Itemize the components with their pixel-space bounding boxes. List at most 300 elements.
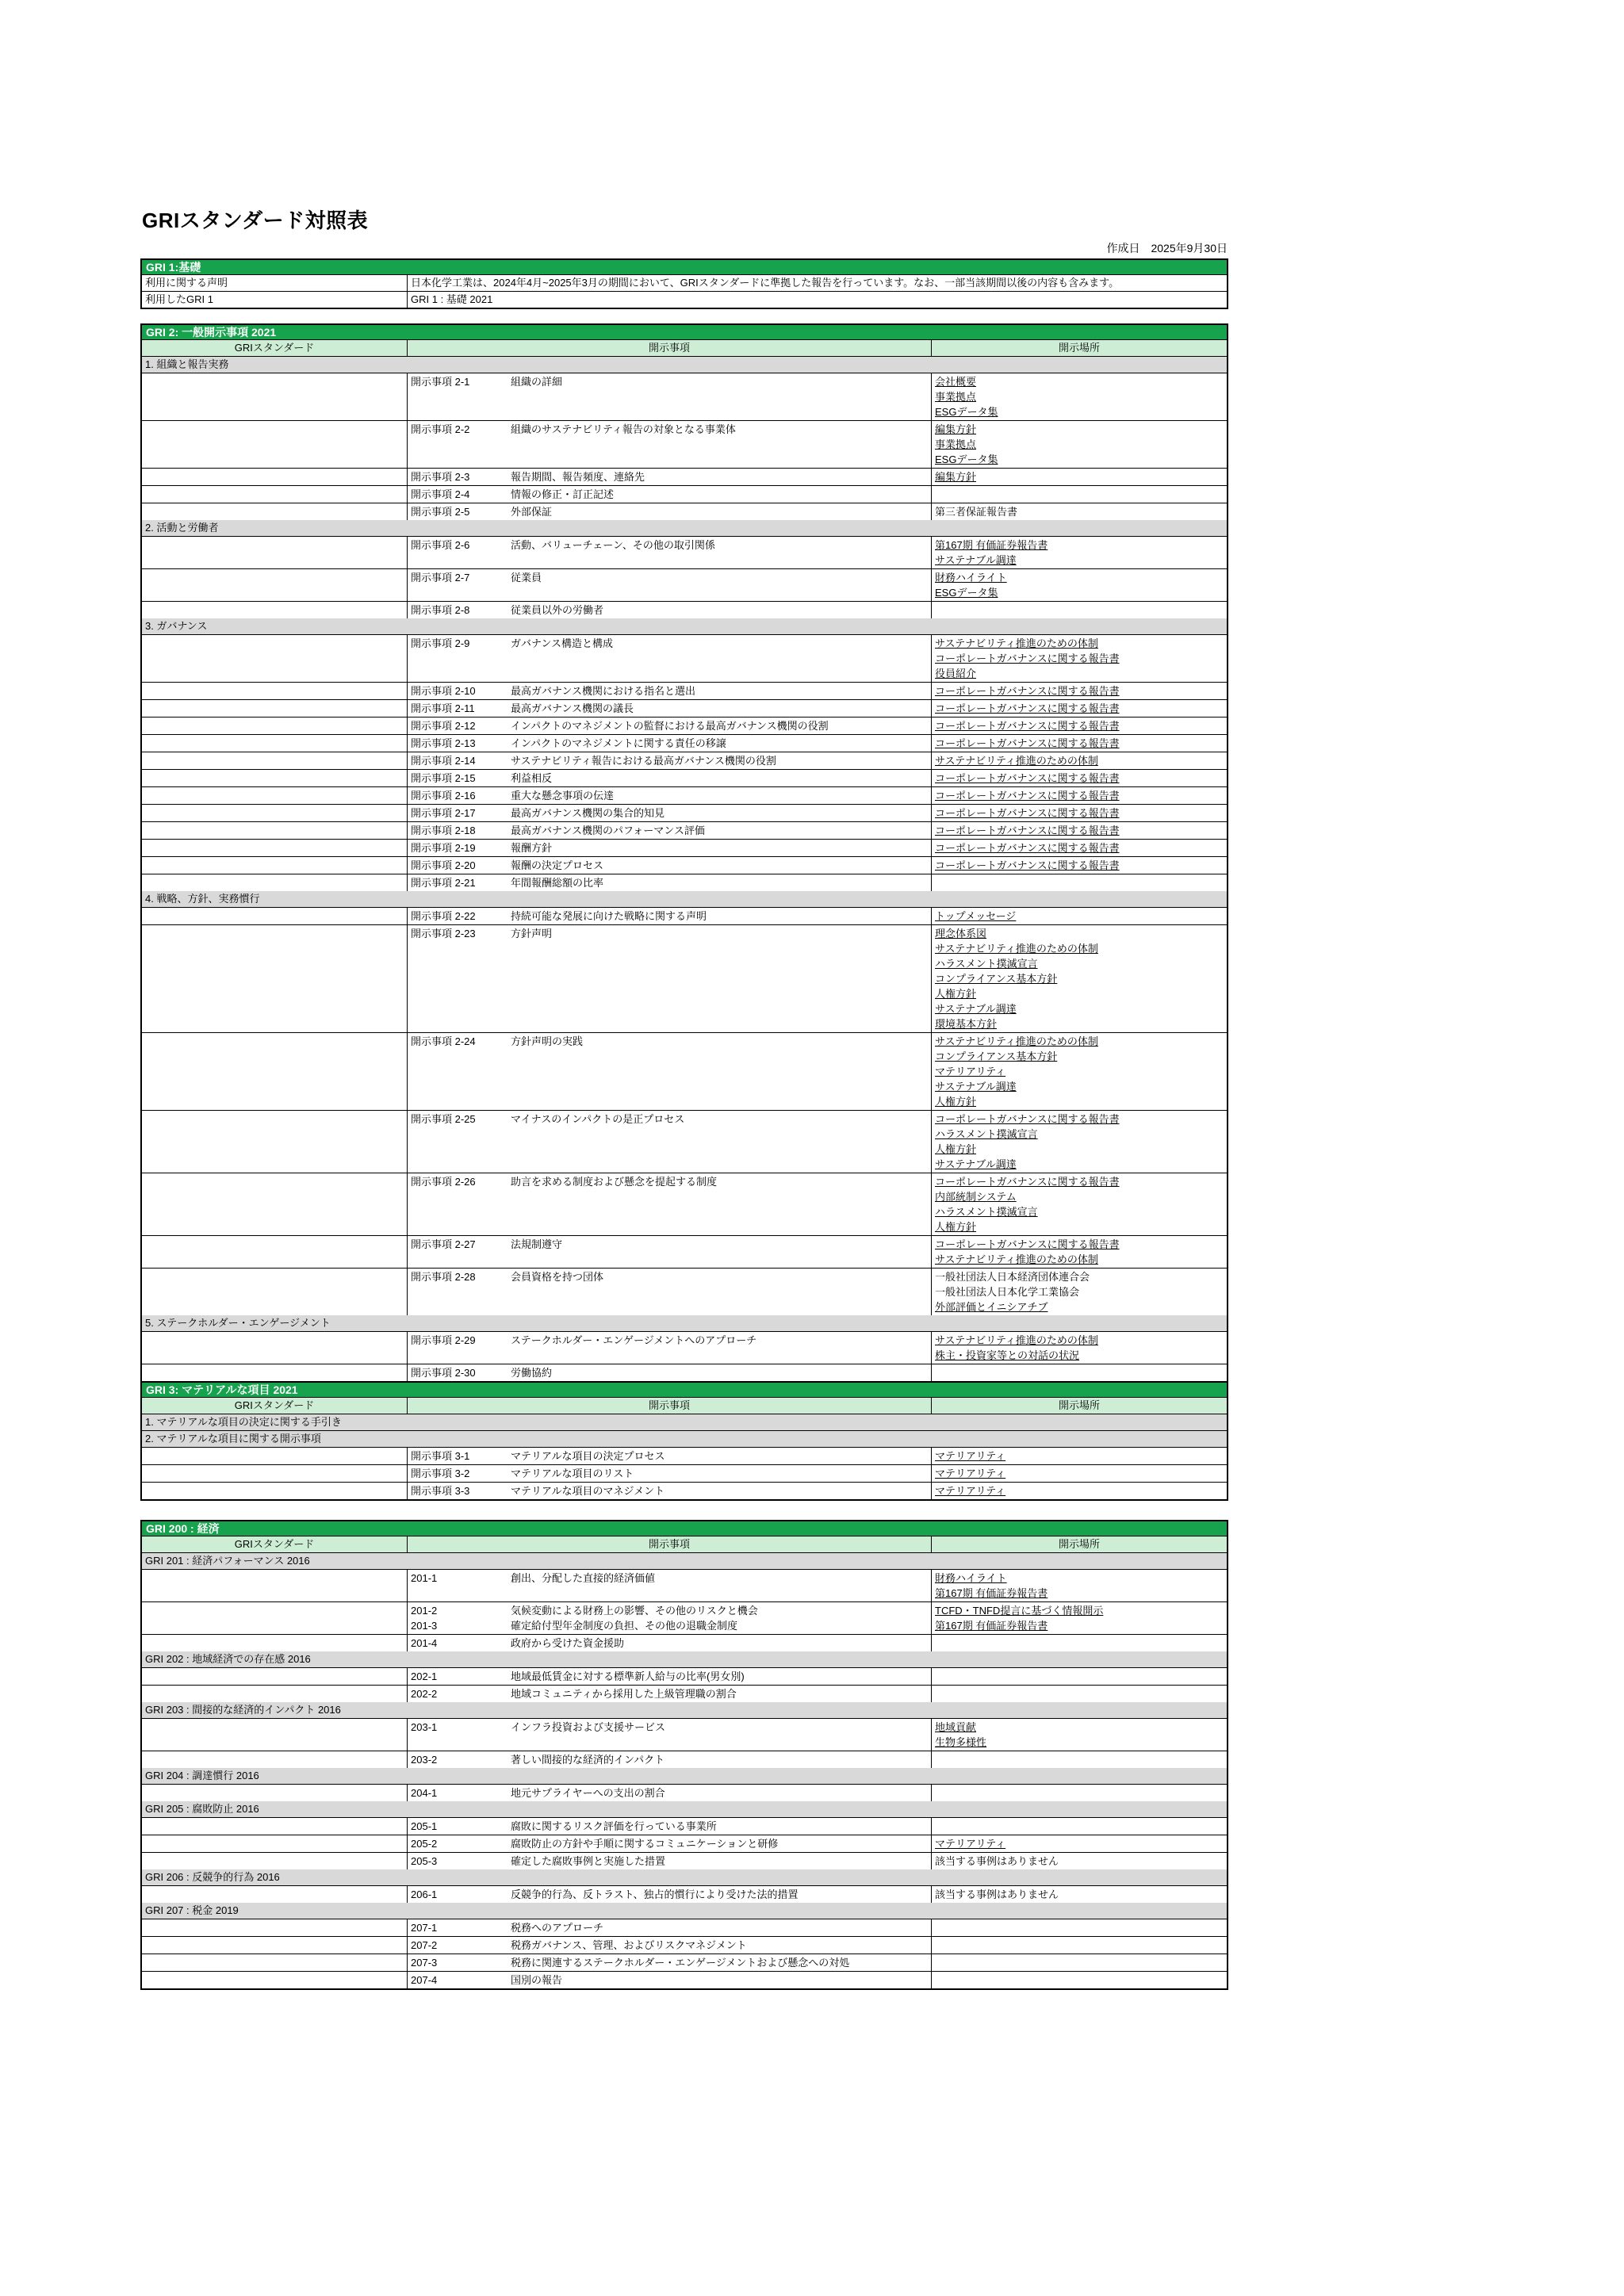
group-heading-row: 2. 活動と労働者 [142, 520, 1227, 537]
gri-standard-cell [142, 683, 408, 699]
table-row [142, 787, 1227, 805]
disclosure-entry [411, 1785, 928, 1800]
group-heading-row: GRI 203 : 間接的な経済的インパクト 2016 [142, 1702, 1227, 1719]
disclosure-id: 開示事項 2-18 [411, 825, 476, 836]
disclosure-id: 201-3 [411, 1620, 438, 1632]
disclosure-location-link[interactable]: サステナビリティ推進のための体制 [935, 1334, 1098, 1346]
disclosure-id: 開示事項 2-12 [411, 720, 476, 732]
table-row [142, 1954, 1227, 1972]
disclosure-item-cell [408, 1033, 932, 1110]
disclosure-location-line [935, 1174, 1224, 1189]
gri-standard-cell [142, 1269, 408, 1315]
disclosure-location-cell [932, 1785, 1227, 1801]
disclosure-description: 地元サプライヤーへの支出の割合 [511, 1787, 665, 1799]
column-header-row [142, 340, 1227, 357]
disclosure-description: 方針声明の実践 [511, 1035, 584, 1047]
disclosure-location-link[interactable]: サステナブル調達 [935, 554, 1017, 566]
gri-standard-cell [142, 1919, 408, 1936]
disclosure-item-cell [408, 787, 932, 804]
disclosure-location-line [935, 1157, 1224, 1172]
gri-standard-cell [142, 1818, 408, 1835]
disclosure-id: 開示事項 2-21 [411, 877, 476, 889]
disclosure-location-link[interactable]: ESGデータ集 [935, 453, 998, 465]
disclosure-entry [411, 504, 928, 519]
disclosure-location-link[interactable]: 第167期 有価証券報告書 [935, 1620, 1048, 1632]
disclosure-description: 活動、バリューチェーン、その他の取引関係 [511, 539, 715, 551]
disclosure-entry [411, 909, 928, 924]
disclosure-location-line [935, 538, 1224, 553]
disclosure-description: 税務に関連するステークホルダー・エンゲージメントおよび懸念への対処 [511, 1957, 850, 1969]
table-row [142, 292, 1227, 308]
disclosure-location-line [935, 753, 1224, 768]
table-row [142, 635, 1227, 683]
disclosure-location-link[interactable]: コーポレートガバナンスに関する報告書 [935, 1176, 1120, 1188]
disclosure-location-line [935, 1001, 1224, 1016]
disclosure-location-link[interactable]: ハラスメント撲滅宣言 [935, 1206, 1038, 1218]
gri-standard-cell [142, 1751, 408, 1768]
disclosure-location-link[interactable]: サステナビリティ推進のための体制 [935, 943, 1098, 955]
disclosure-location-link[interactable]: ESGデータ集 [935, 406, 998, 418]
gri-standard-cell [142, 469, 408, 485]
disclosure-entry [411, 753, 928, 768]
column-header-gri-standard: GRIスタンダード [142, 1536, 408, 1552]
disclosure-location-link[interactable]: ESGデータ集 [935, 587, 998, 599]
disclosure-location-cell [932, 1448, 1227, 1464]
disclosure-entry [411, 636, 928, 651]
disclosure-description: 従業員 [511, 572, 542, 584]
gri1-section-bar: GRI 1:基礎 [142, 260, 1227, 275]
disclosure-location-link[interactable]: マテリアリティ [935, 1450, 1006, 1462]
disclosure-location-cell [932, 857, 1227, 874]
disclosure-item-cell [408, 805, 932, 821]
disclosure-id: 202-1 [411, 1670, 438, 1682]
disclosure-location-link[interactable]: コーポレートガバナンスに関する報告書 [935, 807, 1120, 819]
disclosure-location-cell [932, 718, 1227, 734]
gri-standard-cell [142, 840, 408, 856]
disclosure-id: 開示事項 2-8 [411, 604, 470, 616]
disclosure-location-link[interactable]: コーポレートガバナンスに関する報告書 [935, 685, 1120, 697]
disclosure-location-link[interactable]: 第167期 有価証券報告書 [935, 1587, 1048, 1599]
disclosure-location-text: 一般社団法人日本経済団体連合会 [935, 1271, 1090, 1283]
disclosure-location-line [935, 1064, 1224, 1079]
disclosure-id: 開示事項 3-3 [411, 1485, 470, 1497]
disclosure-item-cell [408, 1602, 932, 1634]
disclosure-id: 201-1 [411, 1572, 438, 1584]
disclosure-entry [411, 1365, 928, 1380]
disclosure-location-cell [932, 503, 1227, 520]
table-group [142, 1553, 1227, 1651]
disclosure-entry [411, 1618, 928, 1633]
disclosure-description: 助言を求める制度および懸念を提起する制度 [511, 1176, 718, 1188]
disclosure-item-cell [408, 1937, 932, 1954]
disclosure-description: 年間報酬総額の比率 [511, 877, 604, 889]
disclosure-location-link[interactable]: コーポレートガバナンスに関する報告書 [935, 737, 1120, 749]
gri-standard-cell [142, 1465, 408, 1482]
gri-standard-cell [142, 1686, 408, 1702]
table-row [142, 925, 1227, 1033]
created-date-value: 2025年9月30日 [1151, 242, 1228, 254]
group-heading-row: 4. 戦略、方針、実務慣行 [142, 891, 1227, 908]
gri-standard-cell [142, 537, 408, 568]
disclosure-item-cell [408, 602, 932, 618]
disclosure-location-cell [932, 683, 1227, 699]
disclosure-location-link[interactable]: 役員紹介 [935, 668, 977, 679]
gri-standard-cell [142, 1635, 408, 1651]
table-row [142, 908, 1227, 925]
disclosure-id: 開示事項 2-6 [411, 539, 470, 551]
disclosure-description: マテリアルな項目のリスト [511, 1468, 634, 1479]
group-heading-row: 2. マテリアルな項目に関する開示事項 [142, 1431, 1227, 1448]
gri-standard-cell [142, 1602, 408, 1634]
disclosure-entry [411, 1854, 928, 1869]
disclosure-description: 確定した腐敗事例と実施した措置 [511, 1855, 666, 1867]
disclosure-item-cell [408, 1483, 932, 1499]
gri-standard-cell [142, 752, 408, 769]
table-row [142, 486, 1227, 503]
disclosure-description: 労働協約 [511, 1367, 553, 1379]
disclosure-location-line [935, 553, 1224, 568]
disclosure-location-link[interactable]: サステナビリティ推進のための体制 [935, 755, 1098, 767]
disclosure-location-cell [932, 1886, 1227, 1903]
disclosure-description: 地域最低賃金に対する標準新人給与の比率(男女別) [511, 1670, 745, 1682]
disclosure-location-line [935, 1269, 1224, 1284]
disclosure-entry [411, 1174, 928, 1189]
disclosure-description: 地域コミュニティから採用した上級管理職の割合 [511, 1688, 737, 1700]
disclosure-description: 腐敗防止の方針や手順に関するコミュニケーションと研修 [511, 1838, 779, 1850]
table-row [142, 1173, 1227, 1236]
disclosure-item-cell [408, 1954, 932, 1971]
disclosure-location-cell [932, 805, 1227, 821]
disclosure-location-link[interactable]: コーポレートガバナンスに関する報告書 [935, 772, 1120, 784]
disclosure-location-link[interactable]: サステナブル調達 [935, 1081, 1017, 1093]
disclosure-entry [411, 1720, 928, 1735]
disclosure-id: 開示事項 2-26 [411, 1176, 476, 1188]
disclosure-location-cell [932, 1751, 1227, 1768]
table-row [142, 1635, 1227, 1651]
disclosure-location-line [935, 452, 1224, 467]
disclosure-description: 反競争的行為、反トラスト、独占的慣行により受けた法的措置 [511, 1888, 799, 1900]
disclosure-description: 確定給付型年金制度の負担、その他の退職金制度 [511, 1620, 738, 1632]
page-title: GRIスタンダード対照表 [142, 209, 369, 232]
table-row [142, 1236, 1227, 1269]
table-group [142, 1315, 1227, 1381]
column-header-gri-standard: GRIスタンダード [142, 1398, 408, 1414]
disclosure-description: 税務へのアプローチ [511, 1922, 604, 1934]
disclosure-location-link[interactable]: サステナビリティ推進のための体制 [935, 637, 1098, 649]
disclosure-location-link[interactable]: 生物多様性 [935, 1736, 987, 1748]
table-row [142, 1937, 1227, 1954]
disclosure-id: 開示事項 2-27 [411, 1238, 476, 1250]
disclosure-id: 205-1 [411, 1820, 438, 1832]
disclosure-location-link[interactable]: コーポレートガバナンスに関する報告書 [935, 652, 1120, 664]
disclosure-item-cell [408, 373, 932, 420]
column-header-disclosure-location: 開示場所 [1058, 1538, 1100, 1550]
disclosure-item-cell [408, 1853, 932, 1869]
disclosure-location-cell [932, 700, 1227, 717]
disclosure-location-line [935, 971, 1224, 986]
disclosure-location-link[interactable]: コーポレートガバナンスに関する報告書 [935, 720, 1120, 732]
disclosure-item-cell [408, 1785, 932, 1801]
disclosure-location-link[interactable]: 財務ハイライト [935, 572, 1007, 584]
disclosure-location-link[interactable]: 編集方針 [935, 471, 977, 483]
disclosure-location-link[interactable]: 株主・投資家等との対話の状況 [935, 1349, 1080, 1361]
disclosure-item-cell [408, 1236, 932, 1268]
disclosure-id: 205-2 [411, 1838, 438, 1850]
disclosure-description: 法規制遵守 [511, 1238, 563, 1250]
column-header-disclosure-item: 開示事項 [408, 340, 932, 356]
table-row [142, 857, 1227, 874]
disclosure-item-cell [408, 857, 932, 874]
disclosure-location-link[interactable]: 人権方針 [935, 1221, 977, 1233]
disclosure-item-cell [408, 1269, 932, 1315]
disclosure-entry [411, 823, 928, 838]
table-row [142, 373, 1227, 421]
disclosure-item-cell [408, 1173, 932, 1235]
disclosure-entry [411, 1448, 928, 1464]
disclosure-location-line [935, 1448, 1224, 1464]
disclosure-id: 開示事項 2-3 [411, 471, 470, 483]
disclosure-entry [411, 806, 928, 821]
disclosure-location-line [935, 683, 1224, 698]
disclosure-location-link[interactable]: コーポレートガバナンスに関する報告書 [935, 859, 1120, 871]
disclosure-location-line [935, 840, 1224, 855]
disclosure-entry [411, 570, 928, 585]
disclosure-entry [411, 1333, 928, 1348]
disclosure-id: 開示事項 2-24 [411, 1035, 476, 1047]
disclosure-location-link[interactable]: サステナブル調達 [935, 1003, 1017, 1015]
gri-standard-cell [142, 735, 408, 752]
disclosure-location-link[interactable]: 人権方針 [935, 1096, 977, 1108]
disclosure-item-cell [408, 1635, 932, 1651]
disclosure-entry [411, 1237, 928, 1252]
disclosure-location-link[interactable]: コンプライアンス基本方針 [935, 1050, 1058, 1062]
disclosure-location-link[interactable]: トップメッセージ [935, 910, 1017, 922]
table-row [142, 1853, 1227, 1869]
table-row [142, 1364, 1227, 1381]
disclosure-item-cell [408, 1570, 932, 1601]
table-group [142, 1414, 1227, 1431]
table-row [142, 822, 1227, 840]
disclosure-entry [411, 1571, 928, 1586]
disclosure-location-link[interactable]: ハラスメント撲滅宣言 [935, 1128, 1038, 1140]
disclosure-location-link[interactable]: TCFD・TNFD提言に基づく情報開示 [935, 1605, 1104, 1617]
gri-standard-cell [142, 1236, 408, 1268]
group-heading-row: 1. 組織と報告実務 [142, 357, 1227, 373]
disclosure-description: 著しい間接的な経済的インパクト [511, 1754, 665, 1766]
table-row [142, 1332, 1227, 1364]
gri-standard-cell [142, 635, 408, 682]
disclosure-entry [411, 718, 928, 733]
disclosure-id: 開示事項 2-19 [411, 842, 476, 854]
disclosure-location-link[interactable]: コーポレートガバナンスに関する報告書 [935, 1238, 1120, 1250]
disclosure-location-link[interactable]: サステナブル調達 [935, 1158, 1017, 1170]
disclosure-location-cell [932, 874, 1227, 891]
disclosure-location-link[interactable]: 地域貢献 [935, 1721, 977, 1733]
disclosure-location-link[interactable]: コンプライアンス基本方針 [935, 973, 1058, 985]
disclosure-location-line [935, 718, 1224, 733]
disclosure-location-link[interactable]: 第167期 有価証券報告書 [935, 539, 1048, 551]
table-row [142, 503, 1227, 520]
disclosure-location-link[interactable]: 理念体系図 [935, 928, 987, 939]
disclosure-location-line [935, 1483, 1224, 1498]
table-group [142, 891, 1227, 1315]
disclosure-item-cell [408, 1919, 932, 1936]
disclosure-location-link[interactable]: 人権方針 [935, 988, 977, 1000]
disclosure-location-line [935, 788, 1224, 803]
created-date-line [140, 240, 1228, 256]
disclosure-description: サステナビリティ報告における最高ガバナンス機関の役割 [511, 755, 776, 767]
disclosure-id: 205-3 [411, 1855, 438, 1867]
disclosure-id: 開示事項 2-5 [411, 506, 470, 518]
disclosure-location-line [935, 666, 1224, 681]
disclosure-id: 207-4 [411, 1974, 438, 1986]
disclosure-item-cell [408, 421, 932, 468]
disclosure-description: ステークホルダー・エンゲージメントへのアプローチ [511, 1334, 757, 1346]
disclosure-id: 207-2 [411, 1939, 438, 1951]
table-row [142, 770, 1227, 787]
gri-standard-cell [142, 602, 408, 618]
disclosure-location-line [935, 404, 1224, 419]
gri-standard-cell [142, 805, 408, 821]
table-row [142, 1835, 1227, 1853]
disclosure-location-link[interactable]: 人権方針 [935, 1143, 977, 1155]
disclosure-location-link[interactable]: 環境基本方針 [935, 1018, 998, 1030]
table-row [142, 805, 1227, 822]
standards-table [140, 1520, 1228, 1990]
disclosure-location-cell [932, 421, 1227, 468]
table-row [142, 735, 1227, 752]
disclosure-location-link[interactable]: マテリアリティ [935, 1485, 1006, 1497]
disclosure-item-cell [408, 1465, 932, 1482]
disclosure-entry [411, 1955, 928, 1970]
disclosure-description: インフラ投資および支援サービス [511, 1721, 666, 1733]
disclosure-item-cell [408, 683, 932, 699]
disclosure-entry [411, 469, 928, 484]
column-header-disclosure-location: 開示場所 [1058, 342, 1100, 354]
disclosure-location-cell [932, 1465, 1227, 1482]
disclosure-entry [411, 1603, 928, 1618]
disclosure-location-link[interactable]: マテリアリティ [935, 1838, 1006, 1850]
disclosure-description: インパクトのマネジメントの監督における最高ガバナンス機関の役割 [511, 720, 829, 732]
disclosure-location-link[interactable]: 事業拠点 [935, 438, 977, 450]
disclosure-location-link[interactable]: ハラスメント撲滅宣言 [935, 958, 1038, 970]
table-group [142, 1801, 1227, 1869]
disclosure-location-line [935, 1252, 1224, 1267]
disclosure-location-cell [932, 373, 1227, 420]
standards-table [140, 323, 1228, 1383]
disclosure-location-line [935, 1348, 1224, 1363]
disclosure-location-line [935, 422, 1224, 437]
gri-standard-cell [142, 718, 408, 734]
disclosure-location-line [935, 941, 1224, 956]
disclosure-id: 207-3 [411, 1957, 438, 1969]
disclosure-id: 開示事項 3-2 [411, 1468, 470, 1479]
disclosure-location-cell [932, 1236, 1227, 1268]
disclosure-id: 開示事項 2-14 [411, 755, 476, 767]
disclosure-location-link[interactable]: 内部統制システム [935, 1191, 1017, 1203]
disclosure-item-cell [408, 718, 932, 734]
row-value-cell: 日本化学工業は、2024年4月~2025年3月の期間において、GRIスタンダードに準拠した報告を行っています。なお、一部当該期間以後の内容も含みます。 [411, 277, 1120, 289]
gri-standard-cell [142, 1570, 408, 1601]
disclosure-location-link[interactable]: コーポレートガバナンスに関する報告書 [935, 790, 1120, 802]
gri-standard-cell [142, 822, 408, 839]
table-row [142, 1570, 1227, 1602]
disclosure-location-link[interactable]: コーポレートガバナンスに関する報告書 [935, 702, 1120, 714]
table-row [142, 602, 1227, 618]
disclosure-id: 開示事項 2-22 [411, 910, 476, 922]
disclosure-location-link[interactable]: コーポレートガバナンスに関する報告書 [935, 1113, 1120, 1125]
disclosure-location-link[interactable]: サステナビリティ推進のための体制 [935, 1253, 1098, 1265]
disclosure-location-line [935, 1094, 1224, 1109]
disclosure-item-cell [408, 486, 932, 503]
disclosure-description: 報酬の決定プロセス [511, 859, 604, 871]
table-row [142, 1785, 1227, 1801]
disclosure-location-link[interactable]: 財務ハイライト [935, 1572, 1007, 1584]
gri-standard-cell [142, 1111, 408, 1173]
disclosure-location-link[interactable]: 編集方針 [935, 423, 977, 435]
disclosure-description: インパクトのマネジメントに関する責任の移譲 [511, 737, 726, 749]
disclosure-entry [411, 701, 928, 716]
gri-standard-cell [142, 787, 408, 804]
disclosure-location-cell [932, 925, 1227, 1032]
disclosure-location-link[interactable]: 外部評価とイニシアチブ [935, 1301, 1048, 1313]
disclosure-item-cell [408, 735, 932, 752]
disclosure-location-text: 該当する事例はありません [935, 1888, 1059, 1900]
gri-standard-cell [142, 1033, 408, 1110]
disclosure-location-line [935, 771, 1224, 786]
disclosure-location-link[interactable]: マテリアリティ [935, 1468, 1006, 1479]
group-heading-row: GRI 201 : 経済パフォーマンス 2016 [142, 1553, 1227, 1570]
gri-standard-cell [142, 925, 408, 1032]
disclosure-description: 腐敗に関するリスク評価を行っている事業所 [511, 1820, 717, 1832]
disclosure-entry [411, 374, 928, 389]
disclosure-location-line [935, 1571, 1224, 1586]
table-row [142, 1465, 1227, 1483]
table-row [142, 752, 1227, 770]
disclosure-item-cell [408, 1686, 932, 1702]
disclosure-location-link[interactable]: 事業拠点 [935, 391, 977, 403]
disclosure-location-line [935, 1618, 1224, 1633]
disclosure-description: 組織の詳細 [511, 376, 563, 388]
disclosure-item-cell [408, 840, 932, 856]
gri-standard-cell [142, 1448, 408, 1464]
disclosure-item-cell [408, 1332, 932, 1364]
disclosure-location-link[interactable]: マテリアリティ [935, 1066, 1006, 1077]
disclosure-location-link[interactable]: 会社概要 [935, 376, 977, 388]
disclosure-id: 開示事項 2-17 [411, 807, 476, 819]
gri-standard-cell [142, 1785, 408, 1801]
disclosure-location-cell [932, 1635, 1227, 1651]
disclosure-item-cell [408, 822, 932, 839]
disclosure-id: 開示事項 2-23 [411, 928, 476, 939]
disclosure-location-cell [932, 735, 1227, 752]
disclosure-location-link[interactable]: コーポレートガバナンスに関する報告書 [935, 842, 1120, 854]
disclosure-location-link[interactable]: コーポレートガバナンスに関する報告書 [935, 825, 1120, 836]
gri-standard-cell [142, 857, 408, 874]
disclosure-location-link[interactable]: サステナビリティ推進のための体制 [935, 1035, 1098, 1047]
disclosure-location-cell [932, 1835, 1227, 1852]
disclosure-item-cell [408, 537, 932, 568]
disclosure-location-cell [932, 1919, 1227, 1936]
table-row [142, 1972, 1227, 1988]
disclosure-item-cell [408, 1719, 932, 1751]
disclosure-location-text: 第三者保証報告書 [935, 506, 1018, 518]
row-label-cell: 利用したGRI 1 [142, 292, 408, 308]
group-heading-row: 3. ガバナンス [142, 618, 1227, 635]
table-row [142, 469, 1227, 486]
disclosure-location-line [935, 858, 1224, 873]
disclosure-location-cell [932, 1033, 1227, 1110]
